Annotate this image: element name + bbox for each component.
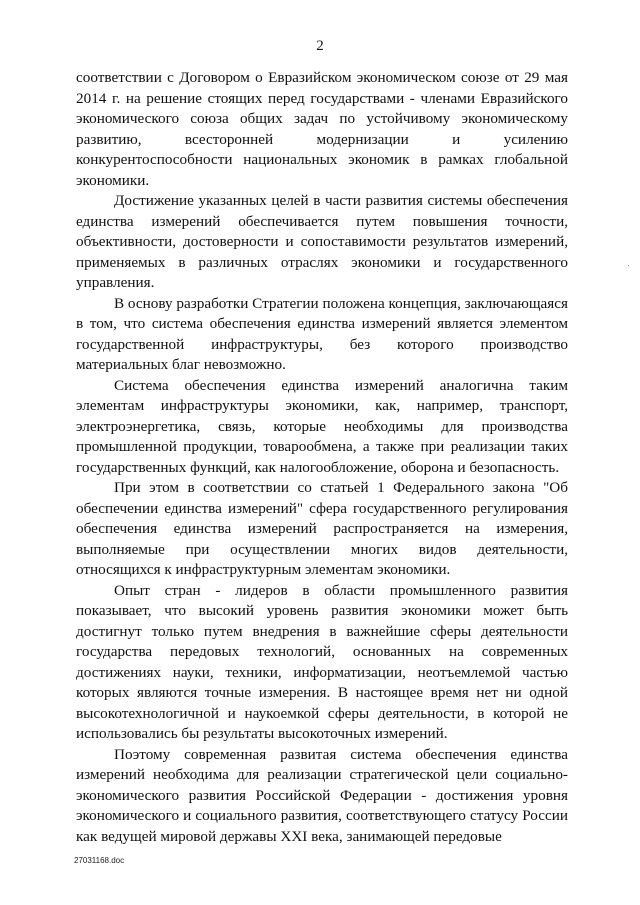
- scan-speck: [628, 265, 629, 266]
- document-body: [76, 68, 568, 847]
- paragraph-2: Достижение указанных целей в части развития системы обеспечения единства измерений обеспечивается путем повышения точности, объективности, достоверности и сопоставимости результатов измерений, применяемых в различных отраслях экономики и государственного управления.: [76, 192, 568, 291]
- paragraph-5: При этом в соответствии со статьей 1 Федерального закона "Об обеспечении единства измерений" сфера государственного регулирования обеспечения единства измерений распространяется на измерения, выполняемые при осуществлении многих видов деятельности, относящихся к инфраструктурным элементам экономики.: [76, 479, 568, 578]
- paragraph-7: Поэтому современная развитая система обеспечения единства измерений необходима для реализации стратегической цели социально-экономического развития Российской Федерации - достижения уровня экономического и социального развития, соответствующего статусу России как ведущей мировой державы XXI века, занимающей передовые: [76, 745, 568, 845]
- footer-file-code: 27031168.doc: [74, 856, 125, 865]
- paragraph-3: В основу разработки Стратегии положена концепция, заключающаяся в том, что система обеспечения единства измерений является элементом государственной инфраструктуры, без которого производство материальных благ невозможно.: [76, 294, 568, 373]
- paragraph-4: Система обеспечения единства измерений аналогична таким элементам инфраструктуры экономики, как, например, транспорт, электроэнергетика, связь, которые необходимы для производства промышленной продукции, товарообмена, а также при реализации таких государственных функций, как налогообложение, оборона и безопасность.: [76, 376, 568, 476]
- paragraph-1: соответствии с Договором о Евразийском экономическом союзе от 29 мая 2014 г. на решение стоящих перед государствами - членами Евразийского экономического союза общих задач по устойчивому экономическому развитию, всесторонней модернизации и усилению конкурентоспособности национальных экономик в рамках глобальной экономики.: [76, 69, 568, 189]
- paragraph-6: Опыт стран - лидеров в области промышленного развития показывает, что высокий уровень развития экономики может быть достигнут только путем внедрения в важнейшие сферы деятельности государства передовых технологий, основанных на современных достижениях науки, техники, информатизации, неотъемлемой частью которых являются точные измерения. В настоящее время нет ни одной высокотехнологичной и наукоемкой сферы деятельности, в которой не использовались бы результаты высокоточных измерений.: [76, 581, 568, 742]
- page-number: 2: [316, 38, 324, 54]
